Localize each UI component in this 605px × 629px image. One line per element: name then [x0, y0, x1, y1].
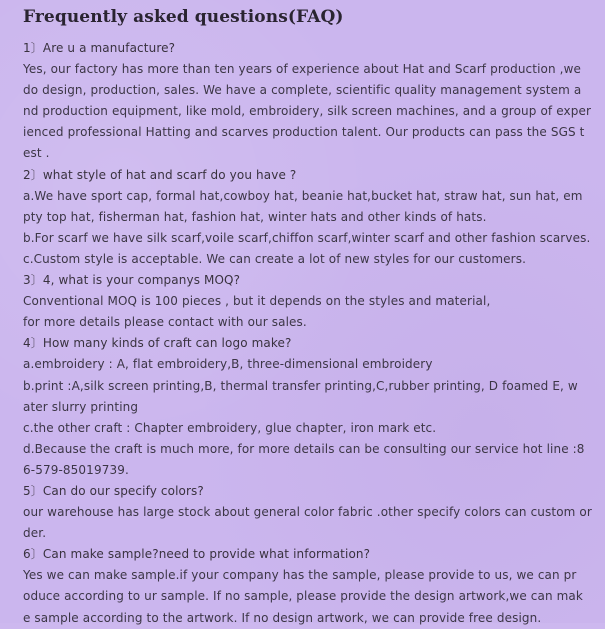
page-title: Frequently asked questions(FAQ): [23, 7, 344, 27]
faq-question: 5〕Can do our specify colors?: [23, 483, 204, 498]
faq-answer-line: nd production equipment, like mold, embroidery, silk screen machines, and a group of exper: [23, 104, 592, 119]
faq-answer-line: ater slurry printing: [23, 399, 139, 414]
faq-text: [23, 38, 595, 629]
faq-answer-line: a.embroidery : A, flat embroidery,B, three-dimensional embroidery: [23, 357, 433, 372]
faq-answer-line: b.For scarf we have silk scarf,voile scarf,chiffon scarf,winter scarf and other fashion scarves.: [23, 230, 591, 245]
faq-answer-line: 6-579-85019739.: [23, 462, 129, 477]
faq-answer-line: our warehouse has large stock about general color fabric .other specify colors can custom or: [23, 505, 592, 520]
faq-answer-line: oduce according to ur sample. If no sample, please provide the design artwork,we can mak: [23, 589, 583, 604]
faq-question: 1〕Are u a manufacture?: [23, 41, 176, 55]
faq-answer-line: c.the other craft : Chapter embroidery, glue chapter, iron mark etc.: [23, 420, 437, 435]
faq-answer-line: pty top hat, fisherman hat, fashion hat, winter hats and other kinds of hats.: [23, 209, 487, 224]
faq-answer-line: for more details please contact with our sales.: [23, 315, 307, 330]
faq-question: 3〕4, what is your companys MOQ?: [23, 273, 241, 288]
faq-answer-line: d.Because the craft is much more, for more details can be consulting our service hot line :8: [23, 441, 585, 456]
faq-answer-line: Conventional MOQ is 100 pieces , but it depends on the styles and material,: [23, 294, 491, 309]
faq-answer-line: est .: [23, 146, 50, 161]
faq-answer-line: a.We have sport cap, formal hat,cowboy hat, beanie hat,bucket hat, straw hat, sun hat, em: [23, 188, 583, 203]
faq-answer-line: e sample according to the artwork. If no design artwork, we can provide free design.: [23, 610, 542, 625]
faq-answer-line: Yes, our factory has more than ten years of experience about Hat and Scarf production ,we: [23, 62, 582, 77]
faq-answer-line: Yes we can make sample.if your company has the sample, please provide to us, we can pr: [23, 568, 577, 583]
faq-answer-line: c.Custom style is acceptable. We can create a lot of new styles for our customers.: [23, 251, 527, 266]
faq-question: 2〕what style of hat and scarf do you have ?: [23, 167, 297, 182]
faq-question: 6〕Can make sample?need to provide what information?: [23, 547, 371, 562]
faq-answer-line: der.: [23, 526, 47, 541]
faq-answer-line: do design, production, sales. We have a complete, scientific quality management system a: [23, 83, 582, 98]
faq-question: 4〕How many kinds of craft can logo make?: [23, 336, 292, 351]
faq-answer-line: ienced professional Hatting and scarves production talent. Our products can pass the SGS t: [23, 125, 585, 140]
faq-answer-line: b.print :A,silk screen printing,B, thermal transfer printing,C,rubber printing, D foamed E, w: [23, 378, 578, 393]
